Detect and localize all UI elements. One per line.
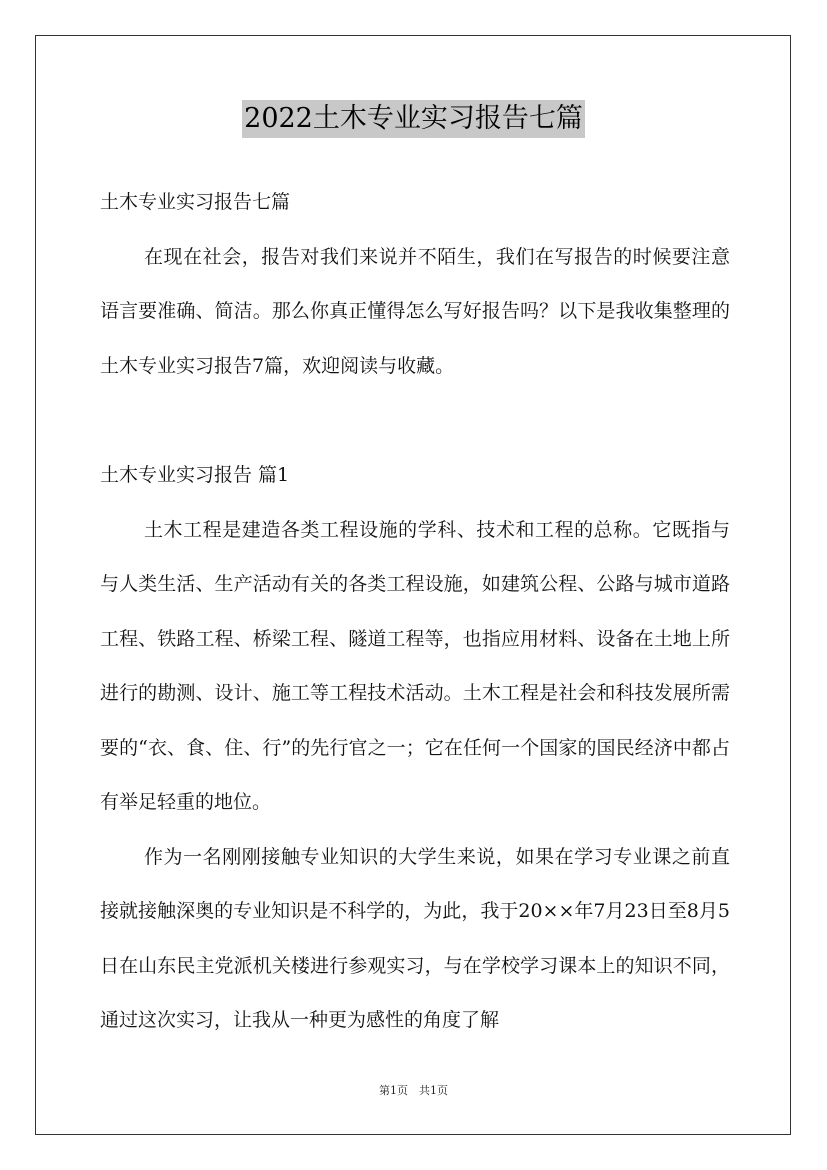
spacer xyxy=(100,393,730,448)
title-wrap xyxy=(0,100,827,138)
document-subtitle: 土木专业实习报告七篇 xyxy=(100,191,291,213)
intro-paragraph: 在现在社会，报告对我们来说并不陌生，我们在写报告的时候要注意语言要准确、简洁。那么你真正懂得怎么写好报告吗？以下是我收集整理的土木专业实习报告7篇，欢迎阅读与收藏。 xyxy=(100,245,730,377)
body-paragraph-2: 作为一名刚刚接触专业知识的大学生来说，如果在学习专业课之前直接就接触深奥的专业知识是不科学的，为此，我于20××年7月23日至8月5日在山东民主党派机关楼进行参观实习，与在学校学习课本上的知识不同，通过这次实习，让我从一种更为感性的角度了解 xyxy=(100,845,730,1031)
section-heading: 土木专业实习报告 篇1 xyxy=(100,464,290,486)
body-paragraph-1: 土木工程是建造各类工程设施的学科、技术和工程的总称。它既指与与人类生活、生产活动有关的各类工程设施，如建筑公程、公路与城市道路工程、铁路工程、桥梁工程、隧道工程等，也指应用材料、设备在土地上所进行的勘测、设计、施工等工程技术活动。土木工程是社会和科技发展所需要的“衣、食、住、行”的先行官之一；它在任何一个国家的国民经济中都占有举足轻重的地位。 xyxy=(100,518,730,813)
document-title: 2022土木专业实习报告七篇 xyxy=(242,100,585,138)
document-body xyxy=(100,175,730,1048)
page-number: 第1页 共1页 xyxy=(379,1084,448,1097)
page-footer xyxy=(0,1083,827,1099)
